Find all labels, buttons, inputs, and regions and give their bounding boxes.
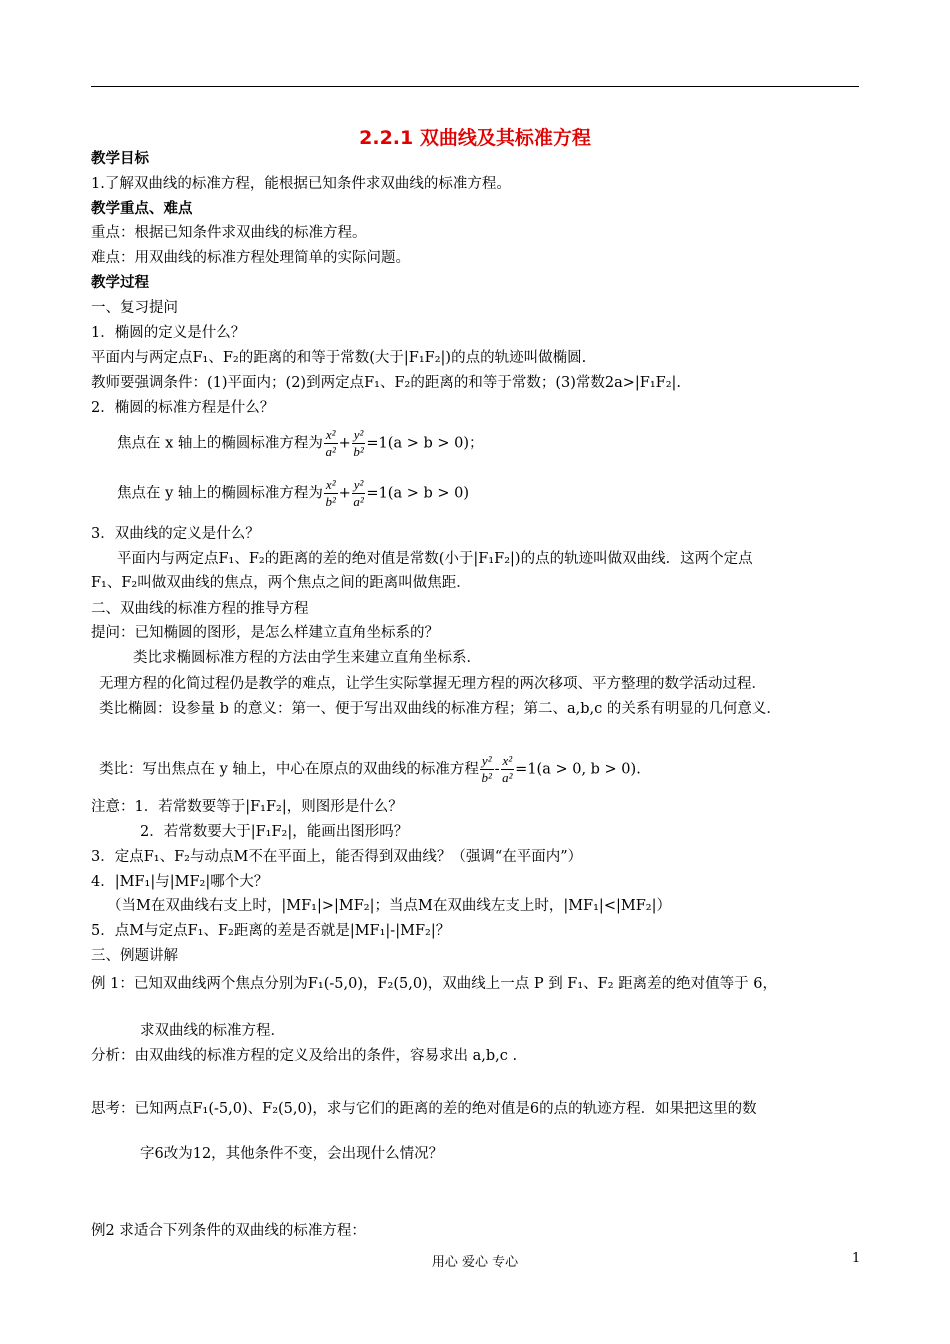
- numerator: y²: [481, 753, 492, 768]
- fraction: [501, 753, 515, 786]
- fraction: [324, 477, 338, 510]
- numerator: x²: [325, 427, 336, 442]
- goal-1: 1.了解双曲线的标准方程，能根据已知条件求双曲线的标准方程。: [91, 176, 511, 192]
- denominator: b²: [481, 770, 492, 785]
- ellipse-eq-x: 焦点在 x 轴上的椭圆标准方程为 $\frac{\text{x²}}{\text{a²}}$ + $\frac{\text{y²}}{\text{b²}}$ =1(a > b > 0)；: [117, 427, 484, 459]
- eq-y-text: 焦点在 y 轴上的椭圆标准方程为: [117, 485, 323, 502]
- example-1: 例 1：已知双曲线两个焦点分别为F₁(-5,0)，F₂(5,0)，双曲线上一点 P 到 F₁、F₂ 距离差的绝对值等于 6，: [91, 976, 777, 992]
- eq-x-tail: =1(a > b > 0)；: [366, 435, 484, 452]
- question-1: 1．椭圆的定义是什么？: [91, 325, 246, 341]
- hyperbola-eq-text: 类比：写出焦点在 y 轴上，中心在原点的双曲线的标准方程: [99, 761, 479, 778]
- example-1-cont: 求双曲线的标准方程．: [140, 1023, 285, 1039]
- prompt-2: 类比求椭圆标准方程的方法由学生来建立直角坐标系．: [133, 650, 481, 666]
- section-3: 三、例题讲解: [91, 948, 178, 964]
- ellipse-eq-y: 焦点在 y 轴上的椭圆标准方程为 $\frac{\text{x²}}{\text{b²}}$ + $\frac{\text{y²}}{\text{a²}}$ =1(a > b > 0): [117, 477, 469, 509]
- header-rule: [91, 86, 859, 87]
- analysis: 分析：由双曲线的标准方程的定义及给出的条件，容易求出 a,b,c .: [91, 1048, 518, 1064]
- heading-goals: 教学目标: [91, 151, 149, 167]
- denominator: a²: [325, 444, 336, 459]
- think-1: 思考：已知两点F₁(-5,0)、F₂(5,0)，求与它们的距离的差的绝对值是6的点的轨迹方程．如果把这里的数: [91, 1101, 757, 1117]
- note-4-answer: （当M在双曲线右支上时，|MF₁|>|MF₂|；当点M在双曲线左支上时，|MF₁|<|MF₂|）: [107, 898, 671, 914]
- denominator: b²: [325, 494, 336, 509]
- difficult-point: 难点：用双曲线的标准方程处理简单的实际问题。: [91, 250, 410, 266]
- think-2: 字6改为12，其他条件不变，会出现什么情况？: [140, 1146, 444, 1162]
- denominator: a²: [353, 494, 364, 509]
- question-2: 2．椭圆的标准方程是什么？: [91, 400, 275, 416]
- numerator: y²: [353, 477, 364, 492]
- ellipse-conditions: 教师要强调条件：(1)平面内；(2)到两定点F₁、F₂的距离的和等于常数；(3)常数2a>|F₁F₂|.: [91, 375, 682, 391]
- question-3: 3．双曲线的定义是什么？: [91, 526, 260, 542]
- note-3: 3．定点F₁、F₂与动点M不在平面上，能否得到双曲线？（强调“在平面内”）: [91, 849, 583, 865]
- numerator: x²: [502, 753, 513, 768]
- hyperbola-definition: 平面内与两定点F₁、F₂的距离的差的绝对值是常数(小于|F₁F₂|)的点的轨迹叫做双曲线．这两个定点: [117, 551, 753, 567]
- denominator: b²: [353, 444, 364, 459]
- numerator: y²: [353, 427, 364, 442]
- section-2: 二、双曲线的标准方程的推导方程: [91, 601, 309, 617]
- hyperbola-eq-y: 类比：写出焦点在 y 轴上，中心在原点的双曲线的标准方程 $\frac{\text{y²}}{\text{b²}}$ - $\frac{\text{x²}}{\text{a²}}$ =1(a > 0, b > 0).: [99, 753, 641, 785]
- key-point: 重点：根据已知条件求双曲线的标准方程。: [91, 225, 367, 241]
- note-5: 5．点M与定点F₁、F₂距离的差是否就是|MF₁|-|MF₂|？: [91, 923, 451, 939]
- page-number: 1: [852, 1251, 861, 1266]
- page-footer: 用心 爱心 专心: [431, 1255, 519, 1270]
- section-1: 一、复习提问: [91, 300, 178, 316]
- prompt-1: 提问：已知椭圆的图形，是怎么样建立直角坐标系的？: [91, 625, 439, 641]
- numerator: x²: [325, 477, 336, 492]
- ellipse-definition: 平面内与两定点F₁、F₂的距离的和等于常数(大于|F₁F₂|)的点的轨迹叫做椭圆.: [91, 350, 587, 366]
- heading-key-points: 教学重点、难点: [91, 201, 193, 217]
- note-2: 2．若常数要大于|F₁F₂|，能画出图形吗？: [140, 824, 409, 840]
- heading-process: 教学过程: [91, 275, 149, 291]
- eq-y-tail: =1(a > b > 0): [366, 485, 469, 502]
- prompt-3: 无理方程的化简过程仍是教学的难点，让学生实际掌握无理方程的两次移项、平方整理的数学活动过程．: [99, 676, 766, 692]
- fraction: [324, 427, 338, 460]
- hyperbola-foci: F₁、F₂叫做双曲线的焦点，两个焦点之间的距离叫做焦距．: [91, 575, 471, 591]
- denominator: a²: [502, 770, 513, 785]
- note-1: 注意：1．若常数要等于|F₁F₂|，则图形是什么？: [91, 799, 403, 815]
- fraction: [352, 477, 366, 510]
- eq-x-text: 焦点在 x 轴上的椭圆标准方程为: [117, 435, 323, 452]
- prompt-4: 类比椭圆：设参量 b 的意义：第一、便于写出双曲线的标准方程；第二、a,b,c 的关系有明显的几何意义．: [99, 701, 781, 717]
- fraction: [352, 427, 366, 460]
- example-2: 例2 求适合下列条件的双曲线的标准方程：: [91, 1223, 366, 1239]
- page-title: 2.2.1 双曲线及其标准方程: [359, 127, 591, 149]
- note-4: 4．|MF₁|与|MF₂|哪个大？: [91, 874, 269, 890]
- hyperbola-eq-tail: =1(a > 0, b > 0).: [515, 761, 641, 778]
- fraction: [480, 753, 494, 786]
